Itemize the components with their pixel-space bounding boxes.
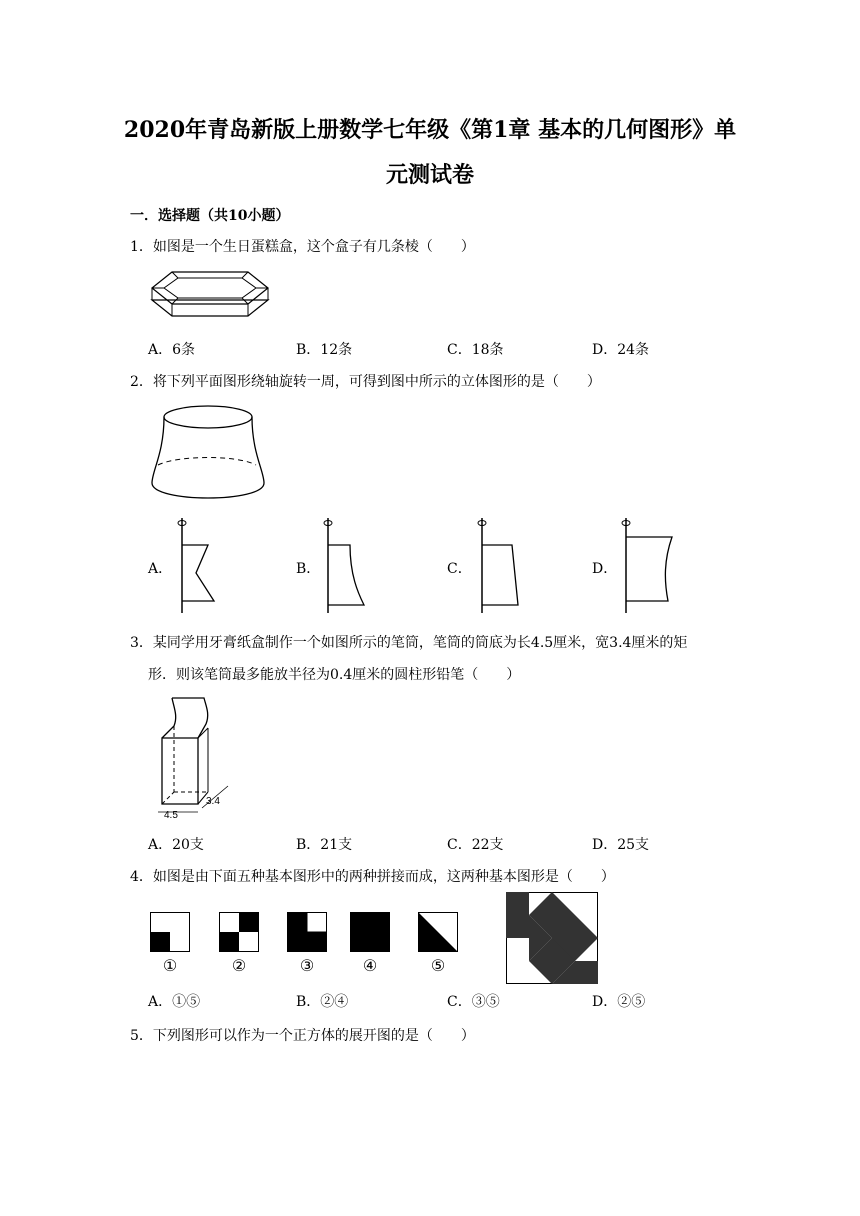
tile-1-label: ① [162, 956, 178, 975]
q2-option-d[interactable]: D． [592, 561, 618, 577]
question-2-text: 2．将下列平面图形绕轴旋转一周，可得到图中所示的立体图形的是（ ） [130, 374, 601, 390]
tile-1 [150, 912, 190, 952]
tile-4 [350, 912, 390, 952]
q4-option-a[interactable]: A．①⑤ [148, 994, 201, 1010]
q1-option-d[interactable]: D．24条 [592, 342, 650, 358]
tile-2 [219, 912, 259, 952]
q2-option-a[interactable]: A． [148, 561, 173, 577]
section-heading: 一．选择题（共10小题） [130, 208, 290, 224]
q3-option-d[interactable]: D．25支 [592, 837, 650, 853]
doc-title-line2: 元测试卷 [385, 162, 474, 188]
q3-option-b[interactable]: B．21支 [296, 837, 353, 853]
q1-option-a[interactable]: A．6条 [148, 342, 196, 358]
tile-2-label: ② [231, 956, 247, 975]
q2-option-c[interactable]: C． [447, 561, 472, 577]
length-label: 4.5 [164, 810, 178, 821]
question-3-text-line2: 形．则该笔筒最多能放半径为0.4厘米的圆柱形铅笔（ ） [148, 667, 521, 683]
q3-option-c[interactable]: C．22支 [447, 837, 504, 853]
question-1-text: 1．如图是一个生日蛋糕盒，这个盒子有几条棱（ ） [130, 239, 475, 255]
q2-option-b[interactable]: B． [296, 561, 321, 577]
q4-option-d[interactable]: D．②⑤ [592, 994, 646, 1010]
q1-option-c[interactable]: C．18条 [447, 342, 504, 358]
tile-5 [418, 912, 458, 952]
question-5-text: 5．下列图形可以作为一个正方体的展开图的是（ ） [130, 1028, 475, 1044]
tile-3-label: ③ [299, 956, 315, 975]
width-label: 3.4 [206, 796, 220, 807]
question-4-text: 4．如图是由下面五种基本图形中的两种拼接而成，这两种基本图形是（ ） [130, 869, 615, 885]
q1-option-b[interactable]: B．12条 [296, 342, 353, 358]
q3-option-a[interactable]: A．20支 [148, 837, 204, 853]
q4-option-b[interactable]: B．②④ [296, 994, 349, 1010]
question-3-text-line1: 3．某同学用牙膏纸盒制作一个如图所示的笔筒，笔筒的筒底为长4.5厘米，宽3.4厘米的矩 [130, 635, 688, 651]
q4-option-c[interactable]: C．③⑤ [447, 994, 500, 1010]
q2-shape-c [472, 515, 522, 615]
solid-figure [148, 403, 266, 503]
tile-4-label: ④ [362, 956, 378, 975]
q2-shape-a [172, 515, 222, 615]
tile-5-label: ⑤ [430, 956, 446, 975]
pen-holder-figure [144, 694, 234, 822]
q2-shape-d [616, 515, 676, 615]
q2-shape-b [318, 515, 368, 615]
tile-3 [287, 912, 327, 952]
doc-title-line1: 2020年青岛新版上册数学七年级《第1章 基本的几何图形》单 [123, 117, 737, 143]
cake-box-figure [150, 268, 270, 320]
composite-pattern-figure [506, 892, 598, 984]
